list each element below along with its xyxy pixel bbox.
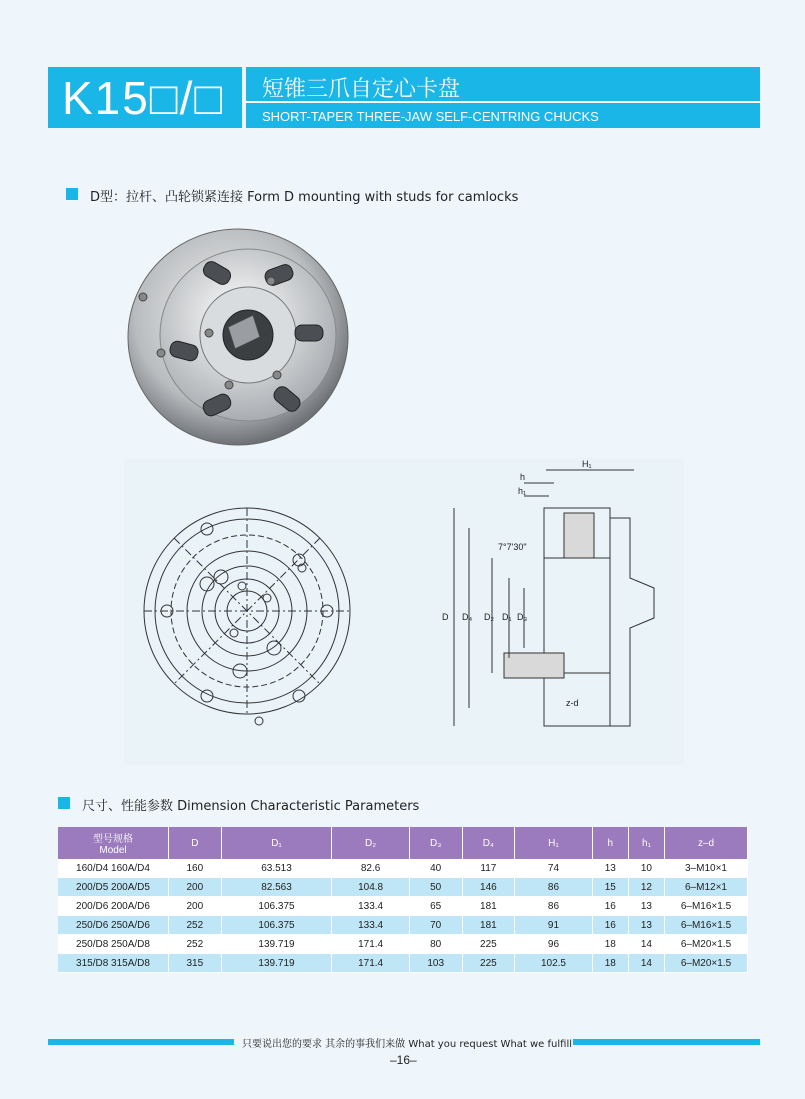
table-cell: 200 — [169, 897, 222, 916]
table-cell: 103 — [409, 954, 462, 973]
table-cell: 96 — [515, 935, 593, 954]
table-cell: 6–M16×1.5 — [665, 897, 748, 916]
table-cell: 74 — [515, 859, 593, 878]
table-cell: 160 — [169, 859, 222, 878]
table-row — [58, 897, 748, 916]
table-cell: 63.513 — [221, 859, 332, 878]
dim-D1: D₁ — [502, 612, 512, 622]
table-cell: 133.4 — [332, 916, 410, 935]
table-cell: 86 — [515, 897, 593, 916]
table-cell: 6–M20×1.5 — [665, 954, 748, 973]
table-cell: 315 — [169, 954, 222, 973]
table-cell: 181 — [462, 916, 515, 935]
section-heading-parameters: 尺寸、性能参数 Dimension Characteristic Parameters — [82, 799, 420, 814]
section-marker — [66, 188, 78, 200]
table-cell: 80 — [409, 935, 462, 954]
section-marker — [58, 797, 70, 809]
table-cell: 18 — [592, 954, 628, 973]
table-row — [58, 954, 748, 973]
table-cell: 102.5 — [515, 954, 593, 973]
table-cell: 146 — [462, 878, 515, 897]
table-cell: 139.719 — [221, 954, 332, 973]
table-cell: 65 — [409, 897, 462, 916]
dim-D3: D₃ — [517, 612, 528, 622]
header-cell: H₁ — [515, 827, 593, 859]
table-cell: 225 — [462, 935, 515, 954]
table-cell: 181 — [462, 897, 515, 916]
table-cell: 133.4 — [332, 897, 410, 916]
header-cell: z–d — [665, 827, 748, 859]
table-cell: 225 — [462, 954, 515, 973]
table-cell: 160/D4 160A/D4 — [58, 859, 169, 878]
dim-D4: D₄ — [462, 612, 473, 622]
header-model-cn: 型号规格 — [93, 834, 133, 845]
footer-slogan: 只要说出您的要求 其余的事我们来做 What you request What we fulfill — [242, 1039, 573, 1050]
table-row — [58, 916, 748, 935]
table-cell: 86 — [515, 878, 593, 897]
header-cell: D₂ — [332, 827, 410, 859]
page-title-en: SHORT-TAPER THREE-JAW SELF-CENTRING CHUCKS — [262, 109, 599, 124]
table-cell: 104.8 — [332, 878, 410, 897]
table-cell: 12 — [628, 878, 664, 897]
side-section-view — [454, 470, 654, 726]
table-cell: 70 — [409, 916, 462, 935]
dim-D2: D₂ — [484, 612, 494, 622]
page-title-cn: 短锥三爪自定心卡盘 — [262, 77, 461, 102]
dim-zd: z-d — [566, 698, 579, 708]
dim-angle: 7°7'30" — [498, 542, 527, 552]
table-cell: 106.375 — [221, 897, 332, 916]
header-model-en: Model — [99, 845, 127, 856]
table-cell: 250/D8 250A/D8 — [58, 935, 169, 954]
chuck-photo — [125, 225, 351, 449]
dim-D: D — [442, 612, 449, 622]
footer-bar-left — [48, 1039, 234, 1045]
table-cell: 13 — [628, 916, 664, 935]
table-cell: 82.563 — [221, 878, 332, 897]
table-cell: 200 — [169, 878, 222, 897]
table-cell: 200/D5 200A/D5 — [58, 878, 169, 897]
parameter-table — [58, 827, 748, 973]
table-cell: 315/D8 315A/D8 — [58, 954, 169, 973]
table-cell: 40 — [409, 859, 462, 878]
table-cell: 18 — [592, 935, 628, 954]
table-cell: 50 — [409, 878, 462, 897]
table-cell: 139.719 — [221, 935, 332, 954]
table-cell: 13 — [592, 859, 628, 878]
section-heading-mounting: D型：拉杆、凸轮锁紧连接 Form D mounting with studs for camlocks — [90, 190, 519, 205]
header-model — [58, 827, 169, 859]
table-row — [58, 859, 748, 878]
table-cell: 106.375 — [221, 916, 332, 935]
page-number: –16– — [390, 1053, 417, 1067]
table-cell: 91 — [515, 916, 593, 935]
table-cell: 171.4 — [332, 935, 410, 954]
table-cell: 6–M16×1.5 — [665, 916, 748, 935]
header-cell: D₁ — [221, 827, 332, 859]
table-cell: 252 — [169, 916, 222, 935]
table-cell: 16 — [592, 897, 628, 916]
table-header-row — [58, 827, 748, 859]
dim-H1: H₁ — [582, 459, 592, 469]
product-code: K15□/□ — [62, 72, 225, 124]
table-cell: 250/D6 250A/D6 — [58, 916, 169, 935]
header-cell: D₄ — [462, 827, 515, 859]
table-cell: 14 — [628, 954, 664, 973]
table-cell: 16 — [592, 916, 628, 935]
header-cell: D₃ — [409, 827, 462, 859]
table-cell: 10 — [628, 859, 664, 878]
front-view — [144, 508, 350, 725]
table-cell: 171.4 — [332, 954, 410, 973]
technical-drawing — [124, 458, 684, 765]
table-cell: 14 — [628, 935, 664, 954]
table-cell: 200/D6 200A/D6 — [58, 897, 169, 916]
table-cell: 82.6 — [332, 859, 410, 878]
table-cell: 13 — [628, 897, 664, 916]
header-cell: h — [592, 827, 628, 859]
table-cell: 15 — [592, 878, 628, 897]
table-cell: 252 — [169, 935, 222, 954]
table-cell: 117 — [462, 859, 515, 878]
table-cell: 3–M10×1 — [665, 859, 748, 878]
table-row — [58, 935, 748, 954]
dim-h1: h₁ — [518, 486, 527, 496]
table-cell: 6–M20×1.5 — [665, 935, 748, 954]
dim-h: h — [520, 472, 526, 482]
table-cell: 6–M12×1 — [665, 878, 748, 897]
footer-bar-right — [573, 1039, 760, 1045]
table-row — [58, 878, 748, 897]
header-cell: h₁ — [628, 827, 664, 859]
header-cell: D — [169, 827, 222, 859]
